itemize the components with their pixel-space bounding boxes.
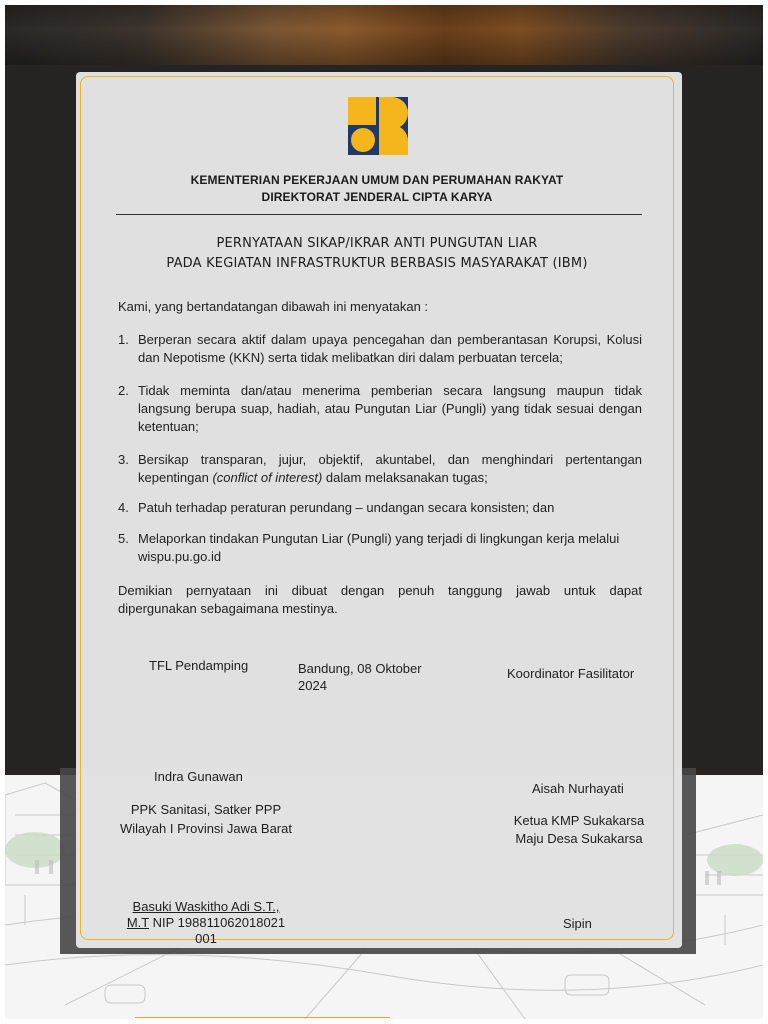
- conflict-of-interest-italic: (conflict of interest): [212, 470, 323, 485]
- header-divider: [116, 214, 642, 215]
- list-item-text: [138, 451, 642, 487]
- ppk-title-line: Wilayah I Provinsi Jawa Barat: [120, 821, 292, 836]
- list-item-number: 3.: [118, 452, 129, 467]
- ppk-name-line: [108, 915, 304, 931]
- place-date: [298, 660, 422, 694]
- right-signer-name: Aisah Nurhayati: [532, 781, 624, 796]
- list-item-line: Bersikap transparan, jujur, objektif, akuntabel, dan menghindari pertentangan: [138, 452, 642, 467]
- ppk-name-degree: M.T: [126, 915, 149, 930]
- closing-line: dipergunakan sebagaimana mestinya.: [118, 601, 338, 616]
- list-item-line: langsung berupa suap, hadiah, atau Pungutan Liar (Pungli) yang tidak sesuai dengan: [138, 401, 642, 416]
- kmp-signer-name: Sipin: [563, 916, 592, 931]
- list-item-line: Patuh terhadap peraturan perundang – undangan secara konsisten; dan: [138, 500, 555, 515]
- ppk-nip-suffix: 001: [195, 931, 217, 946]
- left-signer-name: Indra Gunawan: [154, 769, 243, 784]
- list-item-number: 2.: [118, 383, 129, 398]
- bottom-accent-line: [135, 1017, 390, 1018]
- document-title-line-2: PADA KEGIATAN INFRASTRUKTUR BERBASIS MASYARAKAT (IBM): [166, 256, 588, 271]
- intro-text: Kami, yang bertandatangan dibawah ini menyatakan :: [118, 299, 429, 314]
- document-title-line-1: PERNYATAAN SIKAP/IKRAR ANTI PUNGUTAN LIAR: [216, 236, 538, 251]
- list-item-text: [138, 331, 642, 367]
- list-item-line: [138, 469, 642, 487]
- list-item-text: [138, 530, 642, 566]
- list-item-number: 1.: [118, 332, 129, 347]
- list-item-text: [138, 499, 642, 517]
- list-item-line: dan Nepotisme (KKN) serta tidak melibatkan diri dalam perbuatan tercela;: [138, 350, 563, 365]
- list-item-line: ketentuan;: [138, 419, 199, 434]
- list-item-text: [138, 382, 642, 436]
- list-item-line: Melaporkan tindakan Pungutan Liar (Pungli) yang terjadi di lingkungan kerja melalui: [138, 531, 620, 546]
- list-item-text-segment: kepentingan: [138, 470, 213, 485]
- list-item-line: Tidak meminta dan/atau menerima pemberian secara langsung maupun tidak: [138, 383, 642, 398]
- list-item-text-segment: dalam melaksanakan tugas;: [322, 470, 488, 485]
- place-date-line: 2024: [298, 678, 327, 693]
- ppk-nip: NIP 198811062018021: [149, 915, 286, 930]
- pupr-logo-icon: [348, 97, 408, 155]
- directorate-name: DIREKTORAT JENDERAL CIPTA KARYA: [261, 190, 493, 204]
- list-item-number: 4.: [118, 500, 129, 515]
- place-date-line: Bandung, 08 Oktober: [298, 661, 422, 676]
- list-item-line: Berperan secara aktif dalam upaya pencegahan dan pemberantasan Korupsi, Kolusi: [138, 332, 642, 347]
- kmp-title-line: Maju Desa Sukakarsa: [515, 831, 643, 846]
- wispu-link-text: wispu.pu.go.id: [138, 549, 222, 564]
- ppk-signer-name: [108, 899, 304, 947]
- right-signer-role: Koordinator Fasilitator: [507, 666, 635, 681]
- top-strip-shade: [5, 5, 763, 65]
- closing-line: Demikian pernyataan ini dibuat dengan penuh tanggung jawab untuk dapat: [118, 583, 642, 598]
- kmp-title: [496, 812, 662, 848]
- ppk-name-line: Basuki Waskitho Adi S.T.,: [132, 899, 280, 914]
- left-signer-role: TFL Pendamping: [149, 658, 249, 673]
- closing-paragraph: [118, 582, 642, 618]
- kmp-title-line: Ketua KMP Sukakarsa: [513, 813, 645, 828]
- ministry-name: KEMENTERIAN PEKERJAAN UMUM DAN PERUMAHAN RAKYAT: [190, 173, 564, 187]
- list-item-number: 5.: [118, 531, 129, 546]
- ppk-title-line: PPK Sanitasi, Satker PPP: [130, 802, 282, 817]
- ppk-title: [108, 800, 304, 838]
